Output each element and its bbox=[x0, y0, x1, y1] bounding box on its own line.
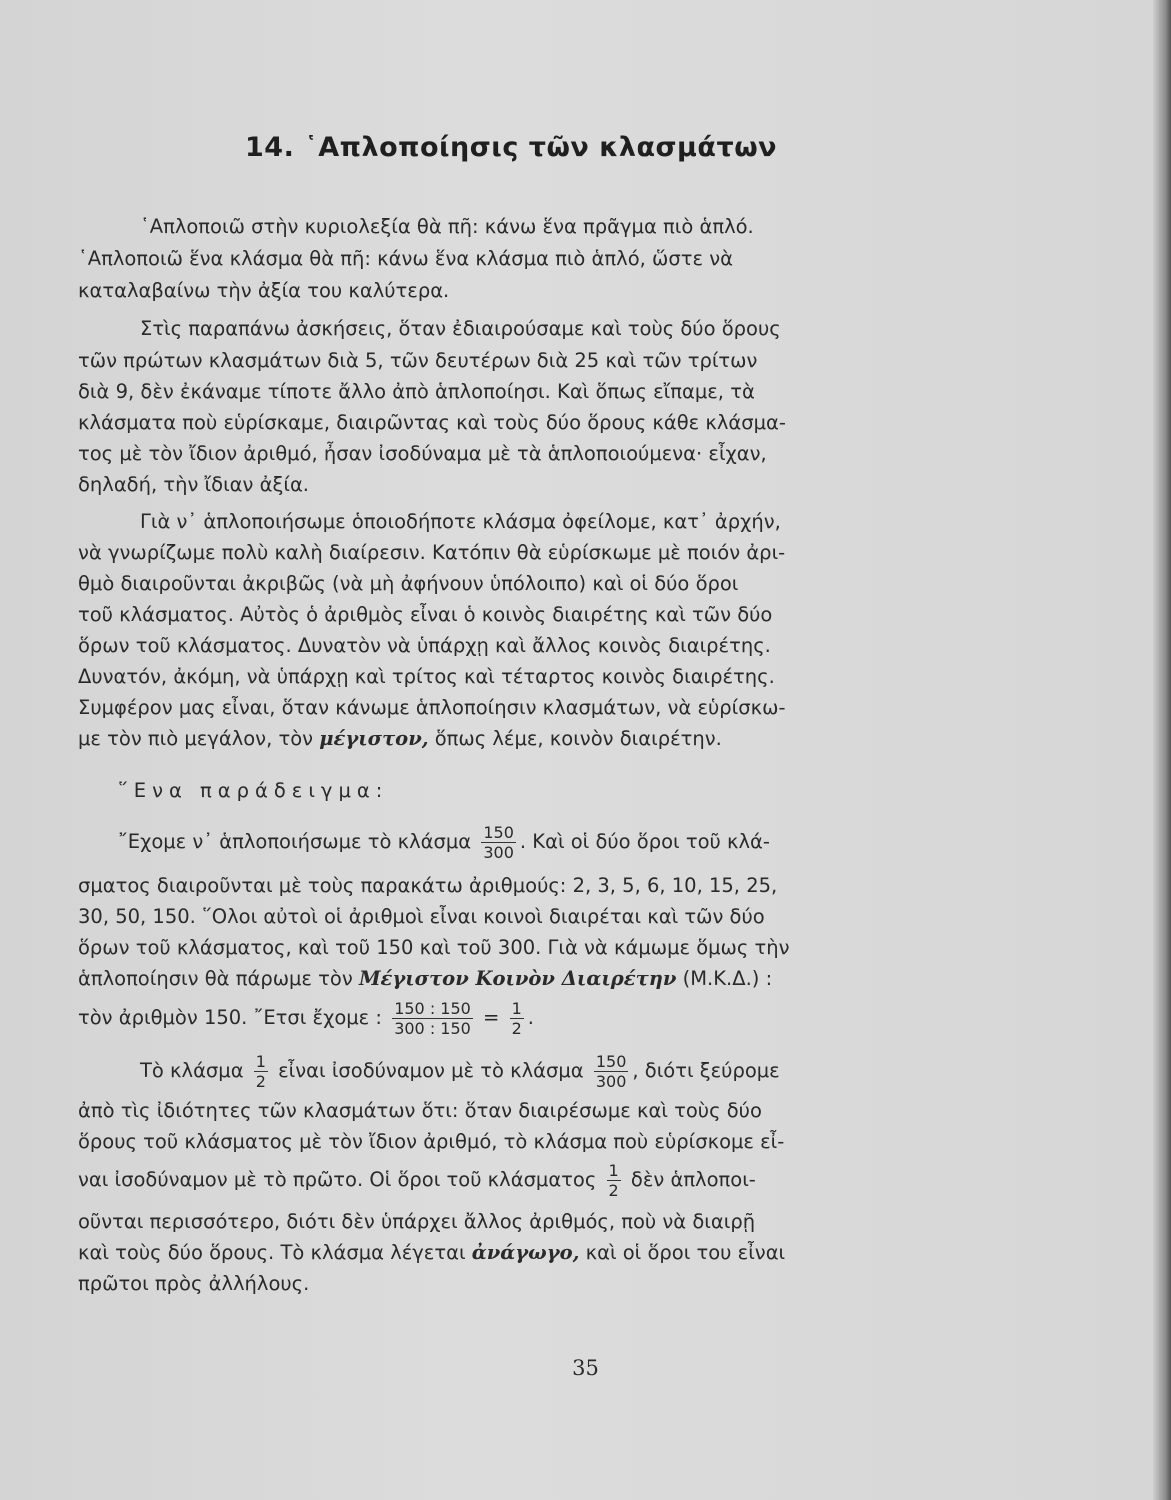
paragraph-line: νὰ γνωρίζωμε πολὺ καλὴ διαίρεσιν. Κατόπιν θὰ εὑρίσκωμε μὲ ποιόν ἀρι- bbox=[78, 541, 786, 564]
equals-sign: = bbox=[483, 1006, 500, 1029]
paragraph-line bbox=[78, 1238, 970, 1268]
paragraph-line: ῾Απλοποιῶ στὴν κυριολεξία θὰ πῆ: κάνω ἕνα πρᾶγμα πιὸ ἁπλό. bbox=[140, 215, 754, 238]
fraction-1-2 bbox=[254, 1052, 268, 1091]
paragraph-line: ὅρων τοῦ κλάσματος, καὶ τοῦ 150 καὶ τοῦ 300. Γιὰ νὰ κάμωμε ὅμως τὴν bbox=[78, 936, 790, 959]
text-run: (Μ.Κ.Δ.) : bbox=[682, 967, 773, 990]
text-run: τὸν ἀριθμὸν 150. ῎Ετσι ἔχομε : bbox=[78, 1006, 382, 1029]
fraction-1-2 bbox=[607, 1161, 621, 1200]
paragraph-line: Στὶς παραπάνω ἀσκήσεις, ὅταν ἐδιαιρούσαμε καὶ τοὺς δύο ὅρους bbox=[140, 317, 781, 340]
paragraph-line: οῦνται περισσότερο, διότι δὲν ὑπάρχει ἄλλος ἀριθμός, ποὺ νὰ διαιρῇ bbox=[78, 1210, 756, 1233]
paragraph-line: ἀπὸ τὶς ἰδιότητες τῶν κλασμάτων ὅτι: ὅταν διαιρέσωμε καὶ τοὺς δύο bbox=[78, 1099, 762, 1122]
paragraph-line: διὰ 9, δὲν ἐκάναμε τίποτε ἄλλο ἀπὸ ἁπλοποίησι. Καὶ ὅπως εἴπαμε, τὰ bbox=[78, 380, 755, 403]
paragraph-line bbox=[78, 1160, 970, 1200]
fraction-denominator: 2 bbox=[255, 1072, 266, 1091]
text-run: Τὸ κλάσμα bbox=[140, 1059, 244, 1082]
emphasis-term: ἀνάγωγο, bbox=[471, 1241, 580, 1264]
text-run: καὶ οἱ ὅροι του εἶναι bbox=[585, 1241, 786, 1264]
text-run: ὅπως λέμε, κοινὸν διαιρέτην. bbox=[434, 727, 722, 750]
fraction-150-300 bbox=[481, 823, 516, 862]
fraction-denominator: 300 : 150 bbox=[394, 1019, 471, 1038]
fraction-numerator: 1 bbox=[511, 999, 522, 1018]
example-heading: ῞Ενα παράδειγμα: bbox=[118, 779, 389, 802]
text-run: ῎Εχομε ν᾽ ἁπλοποιήσωμε τὸ κλάσμα bbox=[118, 830, 472, 853]
text-run: εἶναι ἰσοδύναμον μὲ τὸ κλάσμα bbox=[278, 1059, 584, 1082]
text-run: . Καὶ οἱ δύο ὅροι τοῦ κλά- bbox=[519, 830, 770, 853]
emphasis-term: μέγιστον, bbox=[319, 727, 429, 750]
fraction-denominator: 2 bbox=[608, 1181, 619, 1200]
paragraph-line: Δυνατόν, ἀκόμη, νὰ ὑπάρχῃ καὶ τρίτος καὶ τέταρτος κοινὸς διαιρέτης. bbox=[78, 665, 775, 688]
paragraph-line: τῶν πρώτων κλασμάτων διὰ 5, τῶν δευτέρων διὰ 25 καὶ τῶν τρίτων bbox=[78, 349, 758, 372]
fraction-denominator: 2 bbox=[511, 1019, 522, 1038]
fraction-numerator: 1 bbox=[255, 1052, 266, 1071]
text-run: . bbox=[527, 1006, 534, 1029]
text-run: , διότι ξεύρομε bbox=[632, 1059, 780, 1082]
text-run: καὶ τοὺς δύο ὅρους. Τὸ κλάσμα λέγεται bbox=[78, 1241, 466, 1264]
paragraph-line: δηλαδή, τὴν ἴδιαν ἀξία. bbox=[78, 473, 310, 496]
fraction-150-300 bbox=[594, 1052, 629, 1091]
paragraph-line: καταλαβαίνω τὴν ἀξία του καλύτερα. bbox=[78, 279, 450, 302]
paragraph-line bbox=[78, 996, 970, 1040]
paragraph-line: σματος διαιροῦνται μὲ τοὺς παρακάτω ἀριθμούς: 2, 3, 5, 6, 10, 15, 25, bbox=[78, 874, 778, 897]
fraction-division bbox=[392, 999, 473, 1038]
text-run: ἁπλοποίησιν θὰ πάρωμε τὸν bbox=[78, 967, 353, 990]
page-number: 35 bbox=[572, 1356, 599, 1380]
emphasis-term: Μέγιστον Κοινὸν Διαιρέτην bbox=[358, 967, 677, 990]
paragraph-line: θμὸ διαιροῦνται ἀκριβῶς (νὰ μὴ ἀφήνουν ὑπόλοιπο) καὶ οἱ δύο ὅροι bbox=[78, 572, 739, 595]
paragraph-line: πρῶτοι πρὸς ἀλλήλους. bbox=[78, 1272, 310, 1295]
fraction-result bbox=[510, 999, 524, 1038]
paragraph-line bbox=[118, 822, 970, 862]
text-run: δὲν ἁπλοποι- bbox=[630, 1168, 756, 1191]
paragraph-line: τος μὲ τὸν ἴδιον ἀριθμό, ἦσαν ἰσοδύναμα μὲ τὰ ἁπλοποιούμενα· εἶχαν, bbox=[78, 442, 767, 465]
section-title: 14. ῾Απλοποίησις τῶν κλασμάτων bbox=[245, 132, 778, 163]
text-run: με τὸν πιὸ μεγάλον, τὸν bbox=[78, 727, 314, 750]
paragraph-line bbox=[78, 724, 970, 754]
paragraph-line: Συμφέρον μας εἶναι, ὅταν κάνωμε ἁπλοποίησιν κλασμάτων, νὰ εὑρίσκω- bbox=[78, 696, 786, 719]
paragraph-line: κλάσματα ποὺ εὑρίσκαμε, διαιρῶντας καὶ τοὺς δύο ὅρους κάθε κλάσμα- bbox=[78, 411, 786, 434]
paragraph-line: ὅρους τοῦ κλάσματος μὲ τὸν ἴδιον ἀριθμό, τὸ κλάσμα ποὺ εὑρίσκομε εἶ- bbox=[78, 1130, 785, 1153]
fraction-numerator: 150 bbox=[483, 823, 514, 842]
paragraph-line: 30, 50, 150. ῞Ολοι αὐτοὶ οἱ ἀριθμοὶ εἶναι κοινοὶ διαιρέται καὶ τῶν δύο bbox=[78, 905, 765, 928]
paragraph-line: τοῦ κλάσματος. Αὐτὸς ὁ ἀριθμὸς εἶναι ὁ κοινὸς διαιρέτης καὶ τῶν δύο bbox=[78, 603, 773, 626]
page-edge-shadow bbox=[1153, 0, 1171, 1500]
paragraph-line: ὅρων τοῦ κλάσματος. Δυνατὸν νὰ ὑπάρχῃ καὶ ἄλλος κοινὸς διαιρέτης. bbox=[78, 634, 771, 657]
paragraph-line bbox=[78, 964, 970, 994]
fraction-numerator: 150 bbox=[595, 1052, 627, 1071]
fraction-numerator: 1 bbox=[608, 1161, 619, 1180]
fraction-numerator: 150 : 150 bbox=[394, 999, 471, 1018]
paragraph-line: ῾Απλοποιῶ ἕνα κλάσμα θὰ πῆ: κάνω ἕνα κλάσμα πιὸ ἁπλό, ὥστε νὰ bbox=[78, 247, 733, 270]
fraction-denominator: 300 bbox=[595, 1072, 627, 1091]
fraction-denominator: 300 bbox=[483, 843, 514, 862]
paragraph-line: Γιὰ ν᾽ ἁπλοποιήσωμε ὁποιοδήποτε κλάσμα ὀφείλομε, κατ᾽ ἀρχήν, bbox=[140, 510, 781, 533]
paragraph-line bbox=[140, 1051, 970, 1091]
text-run: ναι ἰσοδύναμον μὲ τὸ πρῶτο. Οἱ ὅροι τοῦ κλάσματος bbox=[78, 1168, 597, 1191]
